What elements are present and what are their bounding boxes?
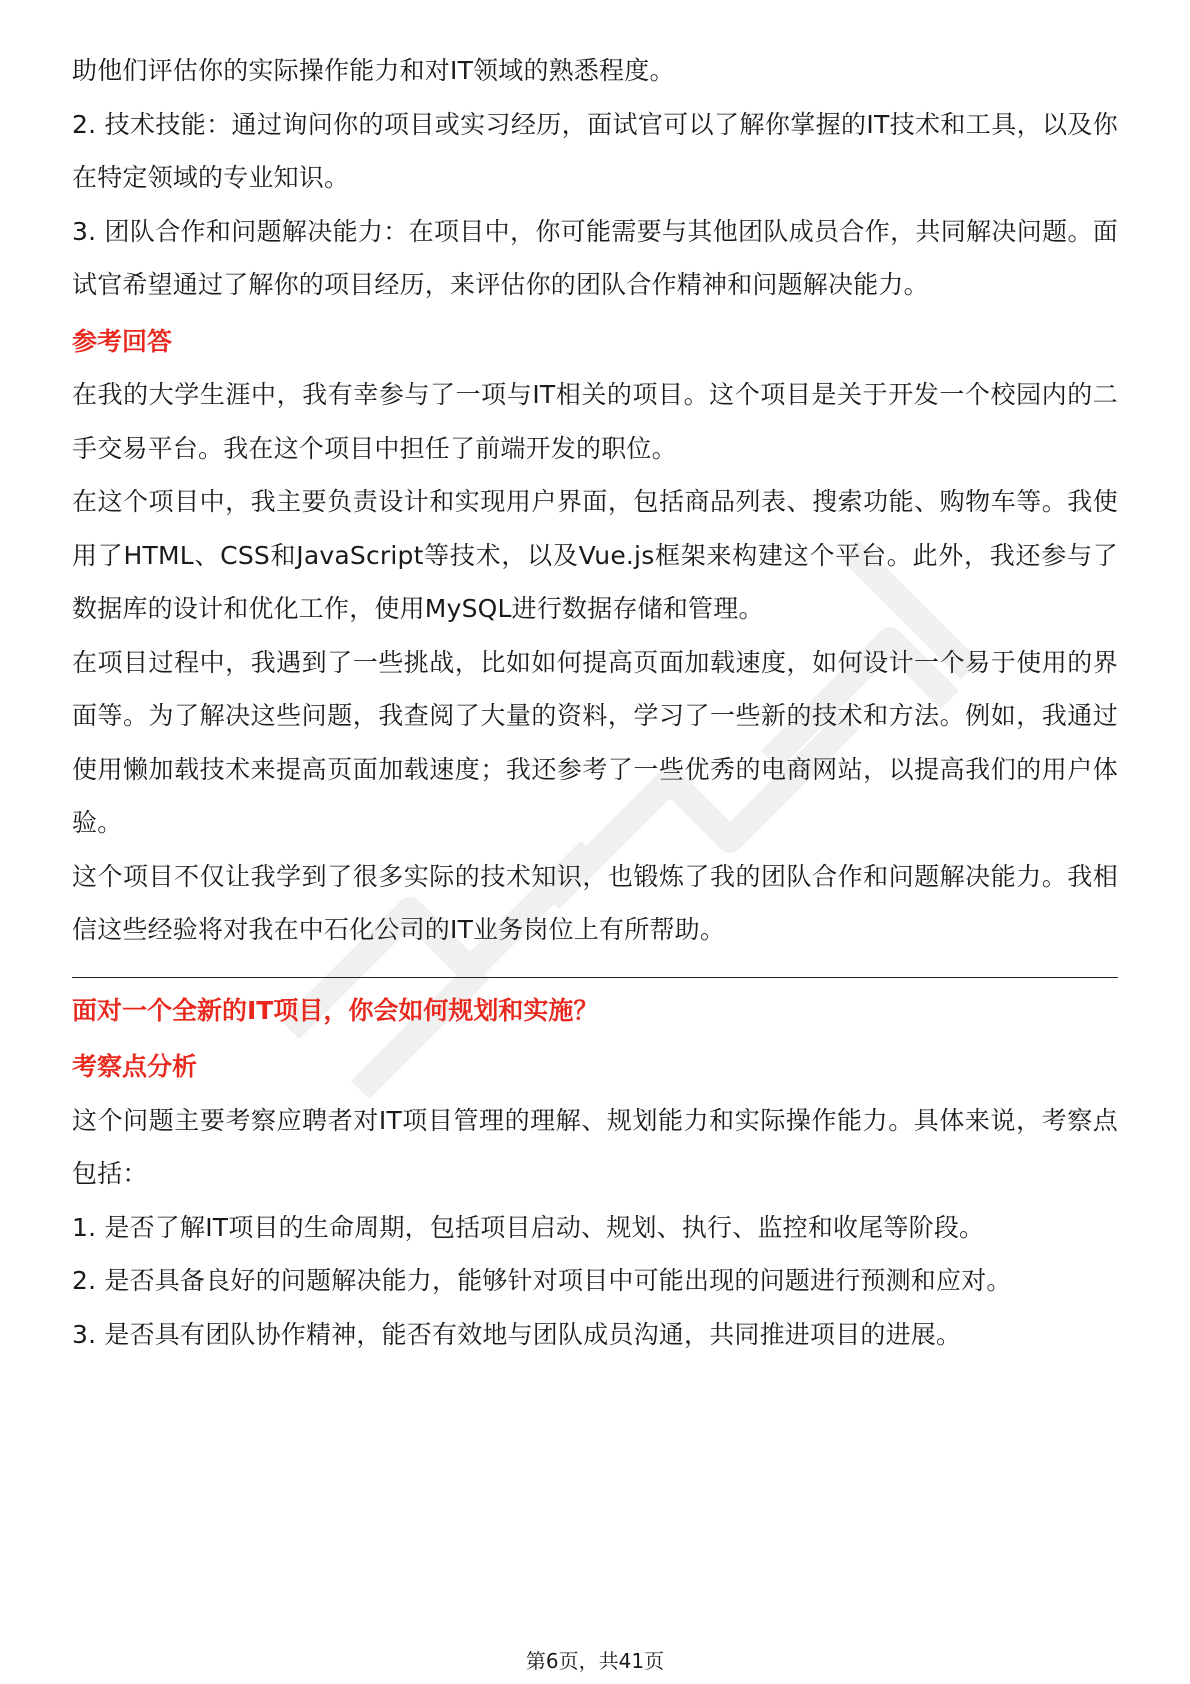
paragraph: 在我的大学生涯中，我有幸参与了一项与IT相关的项目。这个项目是关于开发一个校园内的二手交易平台。我在这个项目中担任了前端开发的职位。 [72,380,1118,463]
page-content [72,44,1118,1361]
paragraph: 助他们评估你的实际操作能力和对IT领域的熟悉程度。 [72,56,675,85]
paragraph: 在项目过程中，我遇到了一些挑战，比如如何提高页面加载速度，如何设计一个易于使用的界面等。为了解决这些问题，我查阅了大量的资料，学习了一些新的技术和方法。例如，我通过使用懒加载技术来提高页面加载速度；我还参考了一些优秀的电商网站，以提高我们的用户体验。 [72,647,1118,837]
reference-answer-heading: 参考回答 [72,326,173,356]
list-item: 3. 是否具有团队协作精神，能否有效地与团队成员沟通，共同推进项目的进展。 [72,1319,962,1349]
paragraph: 这个项目不仅让我学到了很多实际的技术知识，也锻炼了我的团队合作和问题解决能力。我相信这些经验将对我在中石化公司的IT业务岗位上有所帮助。 [72,861,1118,944]
paragraph: 3. 团队合作和问题解决能力：在项目中，你可能需要与其他团队成员合作，共同解决问题。面试官希望通过了解你的项目经历，来评估你的团队合作精神和问题解决能力。 [72,216,1118,299]
list-item: 2. 是否具备良好的问题解决能力，能够针对项目中可能出现的问题进行预测和应对。 [72,1266,1012,1295]
paragraph: 在这个项目中，我主要负责设计和实现用户界面，包括商品列表、搜索功能、购物车等。我使用了HTML、CSS和JavaScript等技术，以及Vue.js框架来构建这个平台。此外，我还参与了数据库的设计和优化工作，使用MySQL进行数据存储和管理。 [72,487,1118,623]
question-title: 面对一个全新的IT项目，你会如何规划和实施？ [72,995,599,1025]
section-divider [72,977,1118,978]
paragraph: 这个问题主要考察应聘者对IT项目管理的理解、规划能力和实际操作能力。具体来说，考察点包括： [72,1105,1118,1188]
paragraph: 2. 技术技能：通过询问你的项目或实习经历，面试官可以了解你掌握的IT技术和工具，以及你在特定领域的专业知识。 [72,109,1118,192]
analysis-heading: 考察点分析 [72,1052,198,1081]
page-number-footer: 第6页，共41页 [525,1649,665,1673]
list-item: 1. 是否了解IT项目的生命周期，包括项目启动、规划、执行、监控和收尾等阶段。 [72,1212,985,1242]
